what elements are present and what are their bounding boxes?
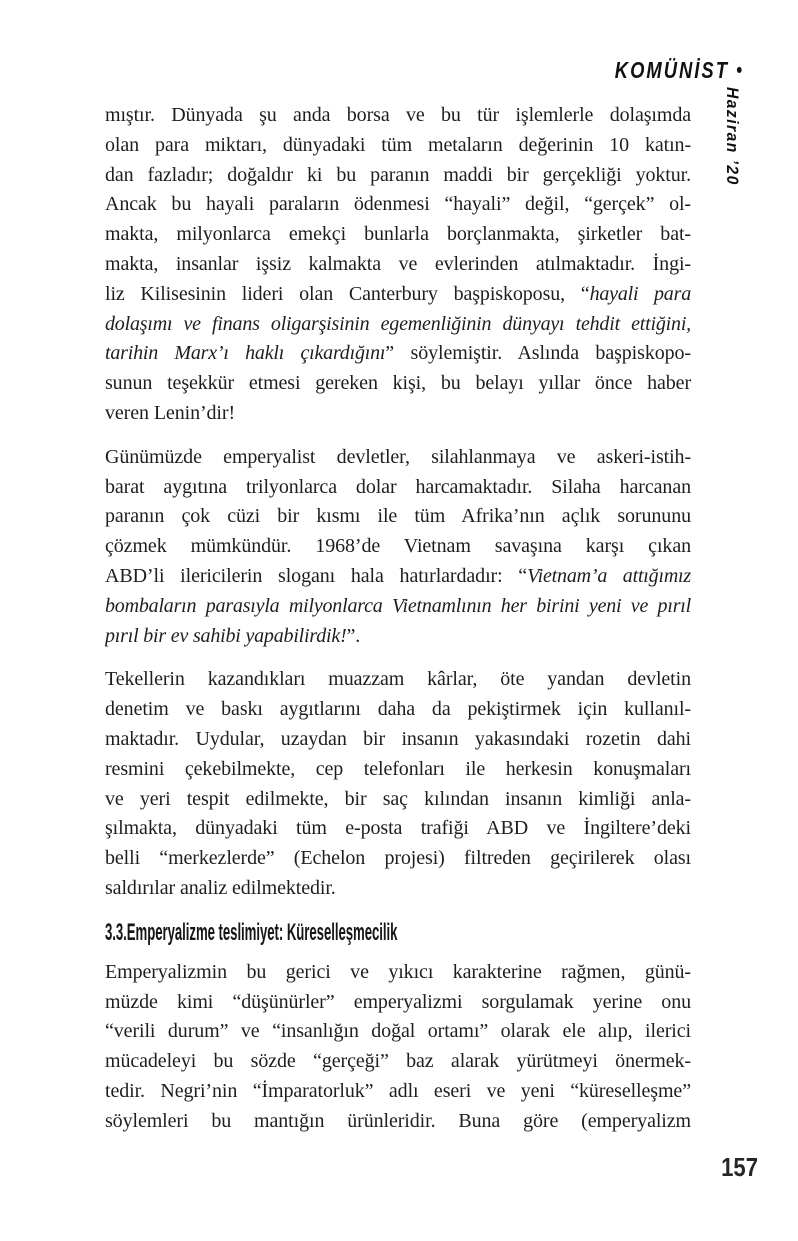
text-line [105, 131, 691, 161]
text-segment: saldırılar analiz edilmektedir. [105, 876, 336, 899]
text-segment: Günümüzde emperyalist devletler, silahlanmaya ve askeri-istih- [105, 445, 691, 468]
text-segment: mıştır. Dünyada şu anda borsa ve bu tür işlemlerle dolaşımda [105, 104, 691, 126]
section-heading [105, 918, 691, 949]
text-line [105, 755, 691, 785]
text-line [105, 844, 691, 874]
text-line [105, 280, 691, 310]
quoted-italic-segment: dolaşımı ve finans oligarşisinin egemenliğinin dünyayı tehdit ettiğini, [105, 312, 691, 335]
text-line [105, 339, 691, 369]
text-segment: maktadır. Uydular, uzaydan bir insanın yakasındaki rozetin dahi [105, 727, 691, 750]
text-line [105, 369, 691, 399]
text-segment: sunun teşekkür etmesi gereken kişi, bu belayı yıllar önce haber [105, 372, 691, 395]
quoted-italic-segment: tarihin Marx’ı haklı çıkardığını [105, 342, 386, 365]
text-segment: şılmakta, dünyadaki tüm e-posta trafiği ABD ve İngiltere’deki [105, 817, 691, 840]
paragraph [105, 958, 691, 1137]
quoted-italic-segment: Vietnam’a attığımız [527, 564, 691, 587]
paragraph [105, 101, 691, 429]
text-line [105, 473, 691, 503]
text-segment: ” söylemiştir. Aslında başpiskopo- [385, 342, 691, 365]
text-segment: denetim ve baskı aygıtlarını daha da pekiştirmek için kullanıl- [105, 698, 691, 721]
text-line [105, 562, 691, 592]
text-line [105, 874, 691, 904]
text-line [105, 665, 691, 695]
text-segment: resmini çekebilmekte, cep telefonları ile herkesin konuşmaları [105, 757, 691, 780]
text-segment: Emperyalizmin bu gerici ve yıkıcı karakterine rağmen, günü- [105, 960, 691, 983]
text-segment: mücadeleyi bu sözde “gerçeği” baz alarak yürütmeyi önermek- [105, 1050, 691, 1073]
text-line [105, 958, 691, 988]
text-line [105, 190, 691, 220]
text-segment: ABD’li ilericilerin sloganı hala hatırlardadır: “ [105, 564, 528, 587]
text-segment: Ancak bu hayali paraların ödenmesi “hayali” değil, “gerçek” ol- [105, 193, 691, 216]
issue-date-vertical: Haziran ’20 [723, 87, 742, 186]
text-line [105, 532, 691, 562]
text-line [105, 443, 691, 473]
text-line [105, 250, 691, 280]
text-line [105, 814, 691, 844]
text-segment: ve yeri tespit edilmekte, bir saç kılından insanın kimliği anla- [105, 787, 691, 810]
text-segment: ”. [346, 624, 361, 647]
running-head-inner [615, 57, 742, 84]
text-segment: müzde kimi “düşünürler” emperyalizmi sorgulamak yerine onu [105, 990, 691, 1013]
text-segment: tedir. Negri’nin “İmparatorluk” adlı eseri ve yeni “küreselleşme” [105, 1079, 691, 1102]
text-segment: paranın çok cüzi bir kısmı ile tüm Afrika’nın açlık sorununu [105, 505, 691, 528]
text-line [105, 695, 691, 725]
quoted-italic-segment: hayali para [589, 282, 691, 305]
text-line [105, 785, 691, 815]
quoted-italic-segment: bombaların parasıyla milyonlarca Vietnamlının her birini yeni ve pırıl [105, 594, 691, 617]
text-segment: çözmek mümkündür. 1968’de Vietnam savaşına karşı çıkan [105, 535, 691, 558]
running-head [583, 57, 742, 84]
text-segment: olan para miktarı, dünyadaki tüm metaların değerinin 10 katın- [105, 133, 691, 156]
text-line [105, 1077, 691, 1107]
text-line [105, 592, 691, 622]
text-line [105, 1107, 691, 1137]
page-number: 157 [721, 1152, 758, 1182]
section-heading-text: 3.3.Emperyalizme teslimiyet: Küreselleşmecilik [105, 918, 398, 946]
paragraph [105, 665, 691, 903]
text-segment: söylemleri bu mantığın ürünleridir. Buna göre (emperyalizm [105, 1109, 691, 1132]
text-line [105, 310, 691, 340]
journal-title: KOMÜNİST [614, 57, 729, 83]
text-segment: belli “merkezlerde” (Echelon projesi) filtreden geçirilerek olası [105, 847, 691, 870]
text-line [105, 101, 691, 131]
text-line [105, 1017, 691, 1047]
text-segment: dan fazladır; doğaldır ki bu paranın maddi bir gerçekliği yoktur. [105, 163, 691, 186]
quoted-italic-segment: pırıl bir ev sahibi yapabilirdik! [105, 624, 347, 647]
text-line [105, 502, 691, 532]
bullet-icon: • [736, 59, 742, 82]
text-line [105, 399, 691, 429]
text-line [105, 161, 691, 191]
text-line [105, 988, 691, 1018]
text-segment: liz Kilisesinin lideri olan Canterbury başpiskoposu, “ [105, 282, 590, 305]
text-line [105, 1047, 691, 1077]
text-segment: makta, insanlar işsiz kalmakta ve evlerinden atılmaktadır. İngi- [105, 252, 691, 275]
text-line [105, 622, 691, 652]
paragraph [105, 443, 691, 652]
text-line [105, 220, 691, 250]
article-body [105, 101, 691, 1137]
text-segment: makta, milyonlarca emekçi bunlarla borçlanmakta, şirketler bat- [105, 223, 691, 246]
text-segment: veren Lenin’dir! [105, 401, 236, 424]
text-line [105, 725, 691, 755]
text-segment: Tekellerin kazandıkları muazzam kârlar, öte yandan devletin [105, 668, 691, 691]
text-segment: barat aygıtına trilyonlarca dolar harcamaktadır. Silaha harcanan [105, 475, 691, 498]
text-segment: “verili durum” ve “insanlığın doğal ortamı” olarak ele alıp, ilerici [105, 1020, 691, 1043]
